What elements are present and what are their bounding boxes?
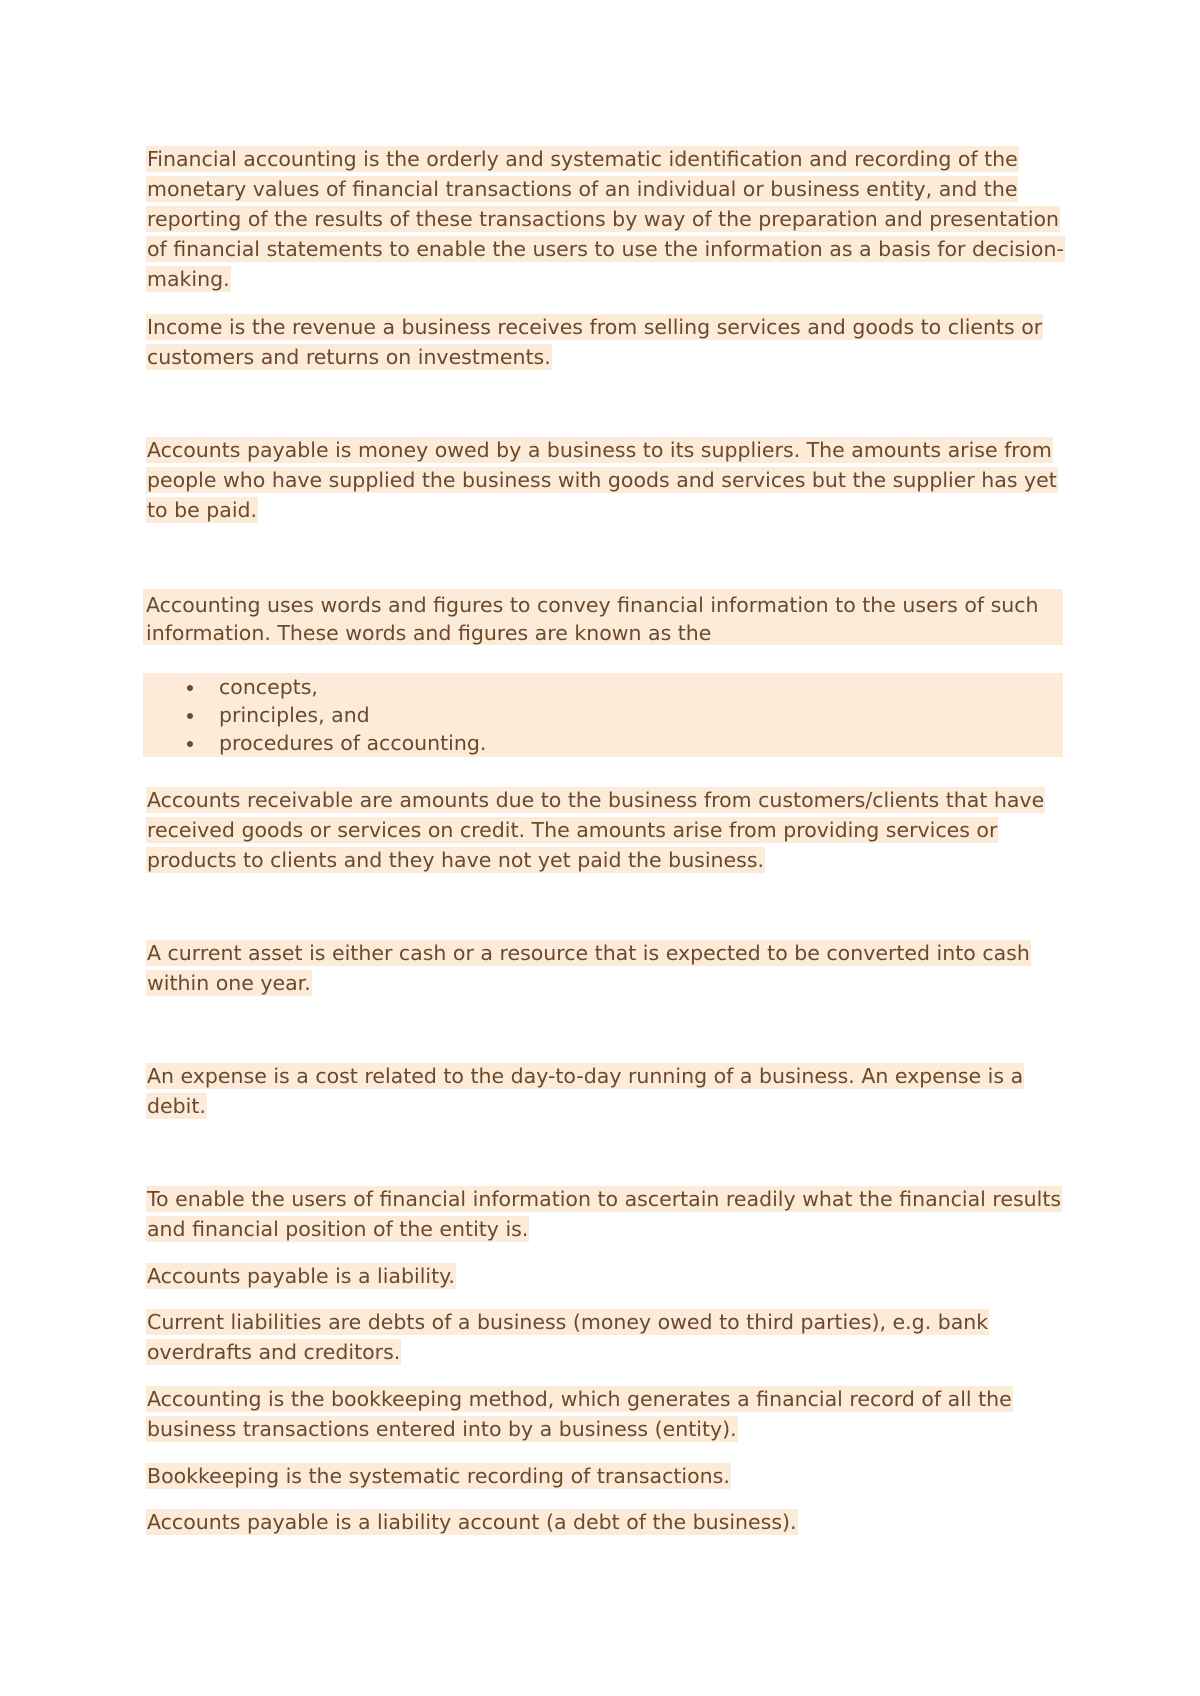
paragraph-liability-account xyxy=(146,1507,1066,1537)
paragraph-purpose xyxy=(146,1184,1066,1244)
bullet-list xyxy=(143,673,1063,757)
paragraph-bookkeeping-method xyxy=(146,1384,1066,1444)
paragraph-text: Accounts payable is a liability account (a debt of the business). xyxy=(147,1510,797,1534)
paragraph-text: A current asset is either cash or a resource that is expected to be converted into cash within one year. xyxy=(147,941,1030,995)
paragraph-bookkeeping xyxy=(146,1461,1066,1491)
bullet-dot-icon xyxy=(187,741,193,747)
paragraph-text: Bookkeeping is the systematic recording of transactions. xyxy=(147,1464,730,1488)
highlighted-block-accounting-words xyxy=(143,589,1063,645)
paragraph-text: Accounts receivable are amounts due to the business from customers/clients that have received goods or services on credit. The amounts arise from providing services or products to clients and they have not yet paid the business. xyxy=(147,788,1045,872)
paragraph-text: Accounts payable is a liability. xyxy=(147,1264,455,1288)
list-item-text: procedures of accounting. xyxy=(219,731,487,755)
paragraph-text: Current liabilities are debts of a business (money owed to third parties), e.g. bank overdrafts and creditors. xyxy=(147,1310,989,1364)
paragraph-accounts-payable xyxy=(146,435,1066,525)
list-item xyxy=(143,729,1063,757)
paragraph-text: An expense is a cost related to the day-to-day running of a business. An expense is a debit. xyxy=(147,1064,1024,1118)
paragraph-text: Accounts payable is money owed by a business to its suppliers. The amounts arise from people who have supplied the business with goods and services but the supplier has yet to be paid. xyxy=(147,438,1057,522)
paragraph-expense xyxy=(146,1061,1066,1121)
bullet-dot-icon xyxy=(187,713,193,719)
paragraph-financial-accounting xyxy=(146,144,1066,294)
paragraph-text: Financial accounting is the orderly and systematic identification and recording of the monetary values of financial transactions of an individual or business entity, and the reporting of the results of these transactions by way of the preparation and presentation of financial statements to enable the users to use the information as a basis for decision-making. xyxy=(147,147,1064,291)
list-item xyxy=(143,701,1063,729)
paragraph-text: Income is the revenue a business receives from selling services and goods to clients or customers and returns on investments. xyxy=(147,315,1043,369)
list-item-text: principles, and xyxy=(219,703,370,727)
paragraph-text: To enable the users of financial information to ascertain readily what the financial results and financial position of the entity is. xyxy=(147,1187,1062,1241)
paragraph-current-asset xyxy=(146,938,1066,998)
bullet-dot-icon xyxy=(187,685,193,691)
list-item-text: concepts, xyxy=(219,675,318,699)
paragraph-liability xyxy=(146,1261,1066,1291)
paragraph-current-liabilities xyxy=(146,1307,1066,1367)
paragraph-accounts-receivable xyxy=(146,785,1066,875)
paragraph-accounting-words: Accounting uses words and figures to convey financial information to the users of such information. These words and figures are known as the xyxy=(146,593,1039,645)
paragraph-text: Accounting is the bookkeeping method, which generates a financial record of all the business transactions entered into by a business (entity). xyxy=(147,1387,1012,1441)
list-item xyxy=(143,673,1063,701)
paragraph-income xyxy=(146,312,1066,372)
